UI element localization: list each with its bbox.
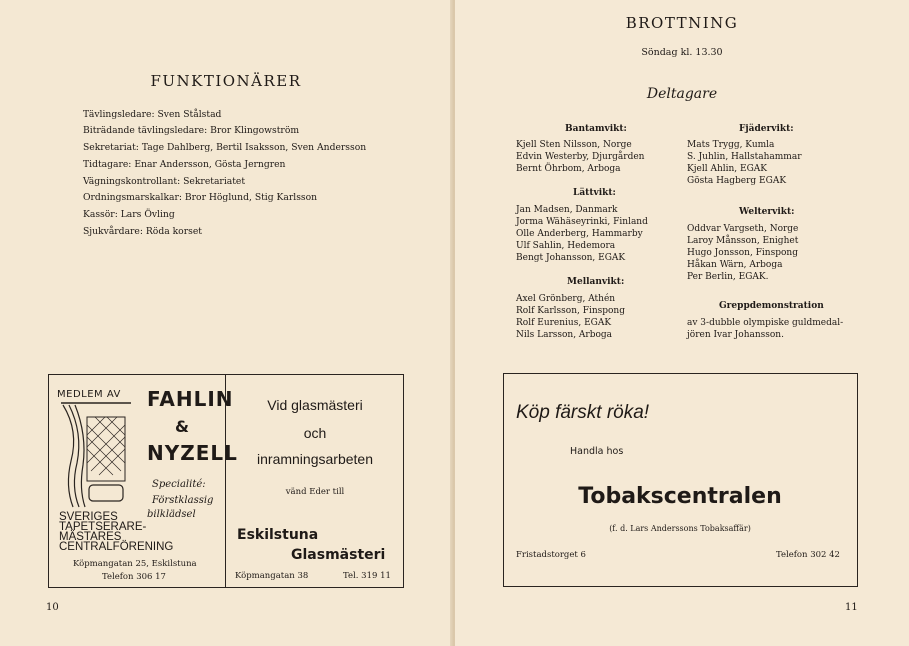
event-time: Söndag kl. 13.30	[641, 47, 723, 58]
ad-former-owner: (f. d. Lars Anderssons Tobaksaffär)	[609, 524, 751, 533]
participant: Kjell Sten Nilsson, Norge	[516, 140, 632, 150]
association-line: TAPETSERARE-	[59, 521, 147, 533]
ad-slogan: Köp färskt röka!	[516, 402, 650, 423]
participant: S. Juhlin, Hallstahammar	[687, 152, 802, 162]
page-number: 11	[845, 602, 858, 613]
participant: Oddvar Vargseth, Norge	[687, 224, 799, 234]
participant: Axel Grönberg, Athén	[516, 294, 616, 304]
page-title: BROTTNING	[625, 14, 739, 32]
weight-class-heading: Lättvikt:	[573, 188, 616, 198]
participant: Per Berlin, EGAK.	[687, 272, 769, 282]
official-line: Biträdande tävlingsledare: Bror Klingowström	[83, 125, 300, 136]
participant: Ulf Sahlin, Hedemora	[516, 241, 616, 251]
curtain-illustration-icon	[59, 401, 134, 509]
left-page	[0, 0, 452, 646]
participant: Bernt Öhrbom, Arboga	[516, 164, 621, 174]
participant: Nils Larsson, Arboga	[516, 330, 613, 340]
official-line: Ordningsmarskalkar: Bror Höglund, Stig Karlsson	[83, 192, 318, 203]
demonstration-text: av 3-dubble olympiske guldmedal-	[687, 318, 844, 328]
ampersand: &	[175, 417, 189, 436]
glas-address: Köpmangatan 38	[235, 571, 309, 581]
association-line: MÄSTARES	[59, 531, 122, 543]
participant: Edvin Westerby, Djurgården	[516, 152, 645, 162]
weight-class-heading: Fjädervikt:	[739, 124, 794, 134]
participant: Jorma Wähäseyrinki, Finland	[516, 217, 648, 227]
participant: Jan Madsen, Danmark	[516, 205, 618, 215]
specialty-line: Förstklassig	[152, 495, 214, 506]
glas-line: och	[303, 425, 327, 441]
weight-class-heading: Weltervikt:	[739, 207, 795, 217]
ad-phone: Telefon 302 42	[776, 550, 840, 560]
official-line: Sjukvårdare: Röda korset	[83, 226, 202, 237]
demonstration-text: jören Ivar Johansson.	[687, 330, 784, 340]
official-line: Vägningskontrollant: Sekretariatet	[83, 176, 246, 187]
official-line: Tidtagare: Enar Andersson, Gösta Jerngren	[83, 159, 286, 170]
glas-line: vänd Eder till	[285, 487, 345, 497]
demonstration-heading: Greppdemonstration	[719, 301, 824, 311]
participant: Bengt Johansson, EGAK	[516, 253, 626, 263]
participant: Rolf Eurenius, EGAK	[516, 318, 612, 328]
specialty-label: Specialité:	[152, 479, 206, 490]
glas-name: Glasmästeri	[291, 547, 386, 563]
participant: Olle Anderberg, Hammarby	[516, 229, 643, 239]
page-number: 10	[46, 602, 59, 613]
participant: Kjell Ahlin, EGAK	[687, 164, 768, 174]
participant: Laroy Månsson, Enighet	[687, 236, 799, 246]
glas-name: Eskilstuna	[237, 527, 319, 543]
glas-line: inramningsarbeten	[257, 451, 373, 467]
nyzell-name: NYZELL	[147, 441, 238, 465]
member-of-label: MEDLEM AV	[57, 389, 121, 400]
participant: Gösta Hagberg EGAK	[687, 176, 787, 186]
ad-address: Fristadstorget 6	[516, 550, 586, 560]
tobacco-advertisement-box	[503, 373, 858, 587]
participant: Mats Trygg, Kumla	[687, 140, 775, 150]
association-line: SVERIGES	[59, 511, 118, 523]
official-line: Tävlingsledare: Sven Stålstad	[83, 109, 222, 120]
participant: Rolf Karlsson, Finspong	[516, 306, 625, 316]
fahlin-name: FAHLIN	[147, 387, 234, 411]
participant: Hugo Jonsson, Finspong	[687, 248, 798, 258]
specialty-line: bilklädsel	[147, 509, 196, 520]
official-line: Kassör: Lars Övling	[83, 209, 175, 220]
ad-shop-name: Tobakscentralen	[578, 484, 782, 509]
fahlin-address: Köpmangatan 25, Eskilstuna	[73, 559, 197, 569]
glas-line: Vid glasmästeri	[267, 397, 363, 413]
glas-phone: Tel. 319 11	[343, 571, 391, 581]
advertisement-box	[48, 374, 404, 588]
official-line: Sekretariat: Tage Dahlberg, Bertil Isaksson, Sven Andersson	[83, 142, 367, 153]
fahlin-phone: Telefon 306 17	[102, 572, 166, 582]
weight-class-heading: Bantamvikt:	[565, 124, 627, 134]
ad-handla: Handla hos	[570, 446, 624, 457]
weight-class-heading: Mellanvikt:	[567, 277, 625, 287]
association-line: CENTRALFÖRENING	[59, 541, 174, 553]
page-title: FUNKTIONÄRER	[150, 72, 302, 90]
section-heading: Deltagare	[646, 86, 718, 102]
participant: Håkan Wärn, Arboga	[687, 260, 783, 270]
